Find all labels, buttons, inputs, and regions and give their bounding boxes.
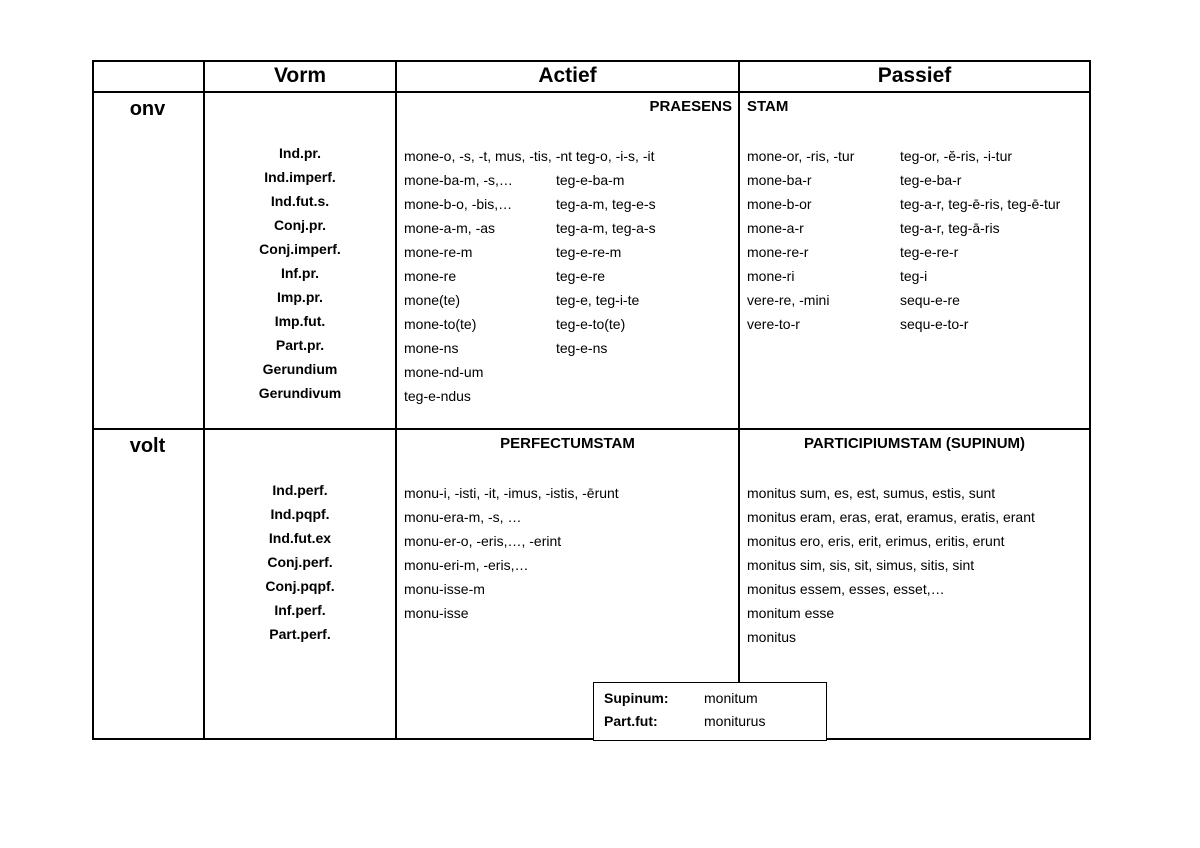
conjugation-entry: teg-i [900, 268, 928, 284]
conjugation-entry: teg-a-m, teg-a-s [556, 220, 656, 236]
header-passief: Passief [877, 64, 952, 87]
form-label: Imp.fut. [274, 313, 326, 329]
conjugation-entry: sequ-e-to-r [900, 316, 969, 332]
form-label: Gerundium [262, 361, 338, 377]
row-label-onv: onv [129, 98, 166, 120]
form-label: Conj.pr. [273, 217, 327, 233]
col-divider-3 [738, 60, 740, 740]
conjugation-entry: monitus ero, eris, erit, erimus, eritis, erunt [747, 533, 1005, 549]
supinum-value: monitum [704, 690, 758, 706]
conjugation-entry: monitus sum, es, est, sumus, estis, sunt [747, 485, 996, 501]
form-label: Inf.pr. [280, 265, 320, 281]
form-label: Gerundivum [258, 385, 342, 401]
conjugation-entry: teg-e-re [556, 268, 606, 284]
form-label: Ind.pqpf. [270, 506, 330, 522]
conjugation-entry: mone-ba-r [747, 172, 812, 188]
conjugation-entry: mone-re [404, 268, 457, 284]
header-divider [92, 91, 1091, 93]
conjugation-entry: mone-b-o, -bis,… [404, 196, 513, 212]
header-actief: Actief [538, 64, 597, 87]
table-border-bottom [92, 738, 1091, 740]
form-label: Conj.imperf. [259, 241, 341, 257]
conjugation-entry: mone-ns [404, 340, 459, 356]
section-title-participiumstam: PARTICIPIUMSTAM (SUPINUM) [803, 435, 1026, 452]
conjugation-entry: vere-to-r [747, 316, 800, 332]
table-border-right [1089, 60, 1091, 740]
supinum-label: Supinum: [604, 690, 669, 706]
passief-participium-list [747, 481, 1035, 649]
conjugation-entry: teg-e-to(te) [556, 316, 626, 332]
section-title-stam: STAM [747, 98, 789, 115]
onv-forms-list [205, 141, 395, 405]
conjugation-entry: mone-re-r [747, 244, 809, 260]
conjugation-entry: teg-e-re-m [556, 244, 622, 260]
form-label: Part.pr. [275, 337, 325, 353]
table-border-left [92, 60, 94, 740]
conjugation-entry: mone-to(te) [404, 316, 477, 332]
form-label: Ind.perf. [272, 482, 328, 498]
conjugation-entry: monu-isse [404, 605, 469, 621]
conjugation-entry: mone-ba-m, -s,… [404, 172, 513, 188]
conjugation-entry: monu-i, -isti, -it, -imus, -istis, -ērunt [404, 485, 619, 501]
conjugation-entry: sequ-e-re [900, 292, 960, 308]
conjugation-entry: mone-ri [747, 268, 795, 284]
supinum-box [593, 682, 827, 741]
conjugation-entry: vere-re, -mini [747, 292, 830, 308]
passief-praesens-col1 [747, 144, 854, 336]
form-label: Ind.pr. [279, 145, 321, 161]
actief-praesens-first-line: mone-o, -s, -t, mus, -tis, -nt teg-o, -i-s, -it [404, 148, 655, 164]
conjugation-entry: teg-e-ndus [404, 388, 471, 404]
col-divider-2 [395, 60, 397, 740]
conjugation-entry: monu-eri-m, -eris,… [404, 557, 529, 573]
passief-praesens-col2 [900, 144, 1060, 336]
section-title-praesens: PRAESENS [649, 98, 732, 115]
part-fut-value: moniturus [704, 713, 766, 729]
conjugation-entry: teg-e-ns [556, 340, 608, 356]
conjugation-entry: teg-e-ba-m [556, 172, 625, 188]
part-fut-label: Part.fut: [604, 713, 658, 729]
actief-perfectum-list [404, 481, 619, 625]
form-label: Conj.perf. [267, 554, 333, 570]
form-label: Conj.pqpf. [265, 578, 335, 594]
form-label: Ind.fut.s. [270, 193, 330, 209]
conjugation-entry: teg-or, -ĕ-ris, -i-tur [900, 148, 1013, 164]
conjugation-entry: mone-b-or [747, 196, 812, 212]
conjugation-entry: monu-era-m, -s, … [404, 509, 522, 525]
conjugation-entry: monitus [747, 629, 797, 645]
conjugation-entry: teg-e, teg-i-te [556, 292, 640, 308]
conjugation-entry: teg-a-r, teg-ē-ris, teg-ē-tur [900, 196, 1061, 212]
conjugation-entry: teg-e-re-r [900, 244, 959, 260]
conjugation-entry: monitus sim, sis, sit, simus, sitis, sint [747, 557, 975, 573]
conjugation-entry: mone-re-m [404, 244, 473, 260]
conjugation-entry: monitus eram, eras, erat, eramus, eratis, erant [747, 509, 1035, 525]
conjugation-entry: monitum esse [747, 605, 835, 621]
conjugation-entry: teg-e-ba-r [900, 172, 962, 188]
form-label: Part.perf. [269, 626, 331, 642]
row-divider [92, 428, 1091, 430]
form-label: Inf.perf. [274, 602, 326, 618]
conjugation-entry: teg-a-m, teg-e-s [556, 196, 656, 212]
form-label: Imp.pr. [277, 289, 323, 305]
conjugation-entry: monu-isse-m [404, 581, 485, 597]
conjugation-entry: mone-or, -ris, -tur [747, 148, 855, 164]
form-label: Ind.imperf. [264, 169, 336, 185]
actief-praesens-col1 [404, 168, 513, 408]
conjugation-entry: monu-er-o, -eris,…, -erint [404, 533, 562, 549]
conjugation-entry: mone(te) [404, 292, 461, 308]
conjugation-entry: mone-a-r [747, 220, 804, 236]
form-label: Ind.fut.ex [268, 530, 332, 546]
row-label-volt: volt [129, 435, 166, 457]
header-vorm: Vorm [273, 64, 327, 87]
volt-forms-list [205, 478, 395, 646]
conjugation-entry: mone-nd-um [404, 364, 484, 380]
conjugation-entry: mone-a-m, -as [404, 220, 496, 236]
conjugation-entry: teg-a-r, teg-ā-ris [900, 220, 1000, 236]
table-border-top [92, 60, 1091, 62]
section-title-perfectumstam: PERFECTUMSTAM [500, 435, 635, 452]
conjugation-entry: monitus essem, esses, esset,… [747, 581, 945, 597]
actief-praesens-col2 [556, 168, 656, 360]
